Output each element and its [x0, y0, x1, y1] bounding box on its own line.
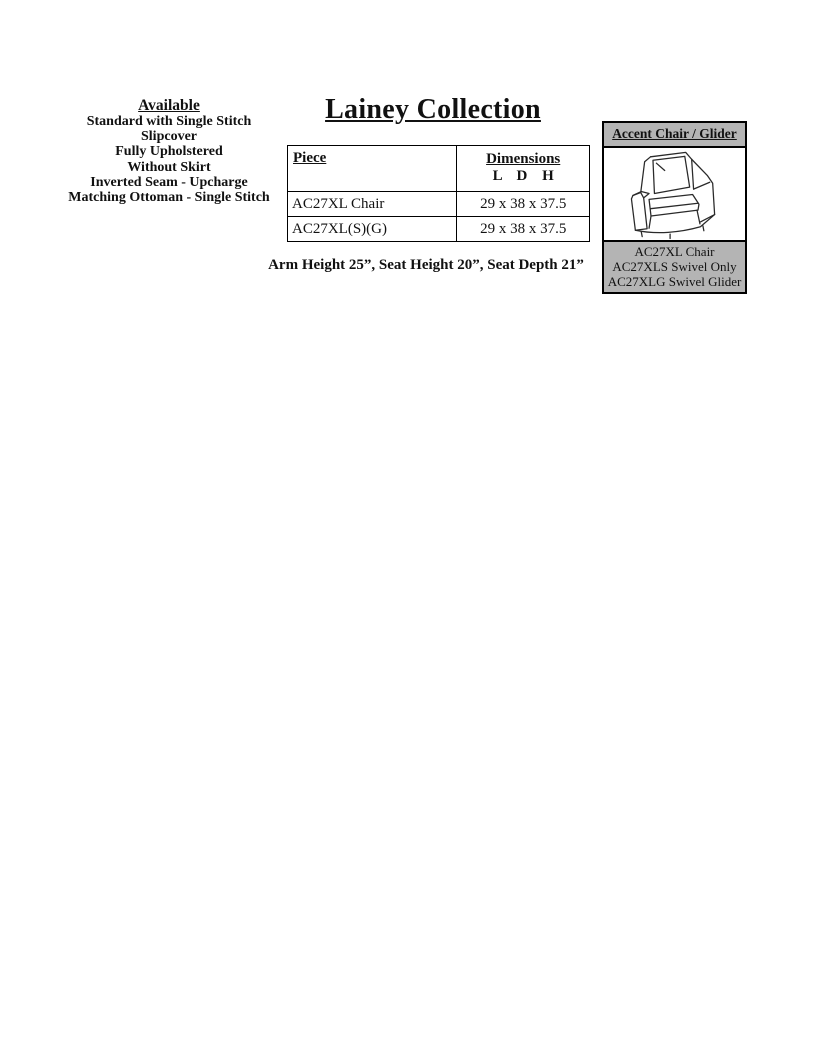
- available-title: Available: [138, 97, 200, 114]
- page-title: Lainey Collection: [325, 94, 541, 125]
- available-options-block: [40, 97, 298, 205]
- table-row: [288, 192, 590, 217]
- dimensions-cell: 29 x 38 x 37.5: [457, 192, 590, 217]
- panel-caption: [602, 242, 747, 294]
- dimension-axes-label: L D H: [492, 168, 554, 184]
- accent-chair-panel: [602, 121, 747, 294]
- available-item: Without Skirt: [127, 159, 211, 175]
- caption-line: AC27XL Chair: [634, 244, 715, 259]
- column-header-piece: Piece: [288, 146, 457, 192]
- dimensions-cell: 29 x 38 x 37.5: [457, 217, 590, 242]
- available-item: Matching Ottoman - Single Stitch: [68, 190, 270, 206]
- panel-title: Accent Chair / Glider: [602, 121, 747, 148]
- table-row: [288, 217, 590, 242]
- available-item: Slipcover: [141, 129, 197, 145]
- available-item: Inverted Seam - Upcharge: [90, 174, 248, 190]
- caption-line: AC27XLG Swivel Glider: [607, 274, 742, 289]
- dimensions-label: Dimensions: [486, 151, 561, 167]
- piece-cell: AC27XL(S)(G): [288, 217, 457, 242]
- dimensions-table: [287, 145, 590, 242]
- caption-line: AC27XLS Swivel Only: [612, 259, 737, 274]
- accent-chair-sketch-icon: [604, 148, 745, 240]
- piece-cell: AC27XL Chair: [288, 192, 457, 217]
- measurements-note: Arm Height 25”, Seat Height 20”, Seat Depth 21”: [268, 257, 584, 273]
- column-header-dimensions: [457, 146, 590, 192]
- available-item: Standard with Single Stitch: [86, 114, 252, 129]
- table-header-row: [288, 146, 590, 192]
- chair-illustration-frame: [602, 148, 747, 242]
- available-item: Fully Upholstered: [115, 144, 223, 160]
